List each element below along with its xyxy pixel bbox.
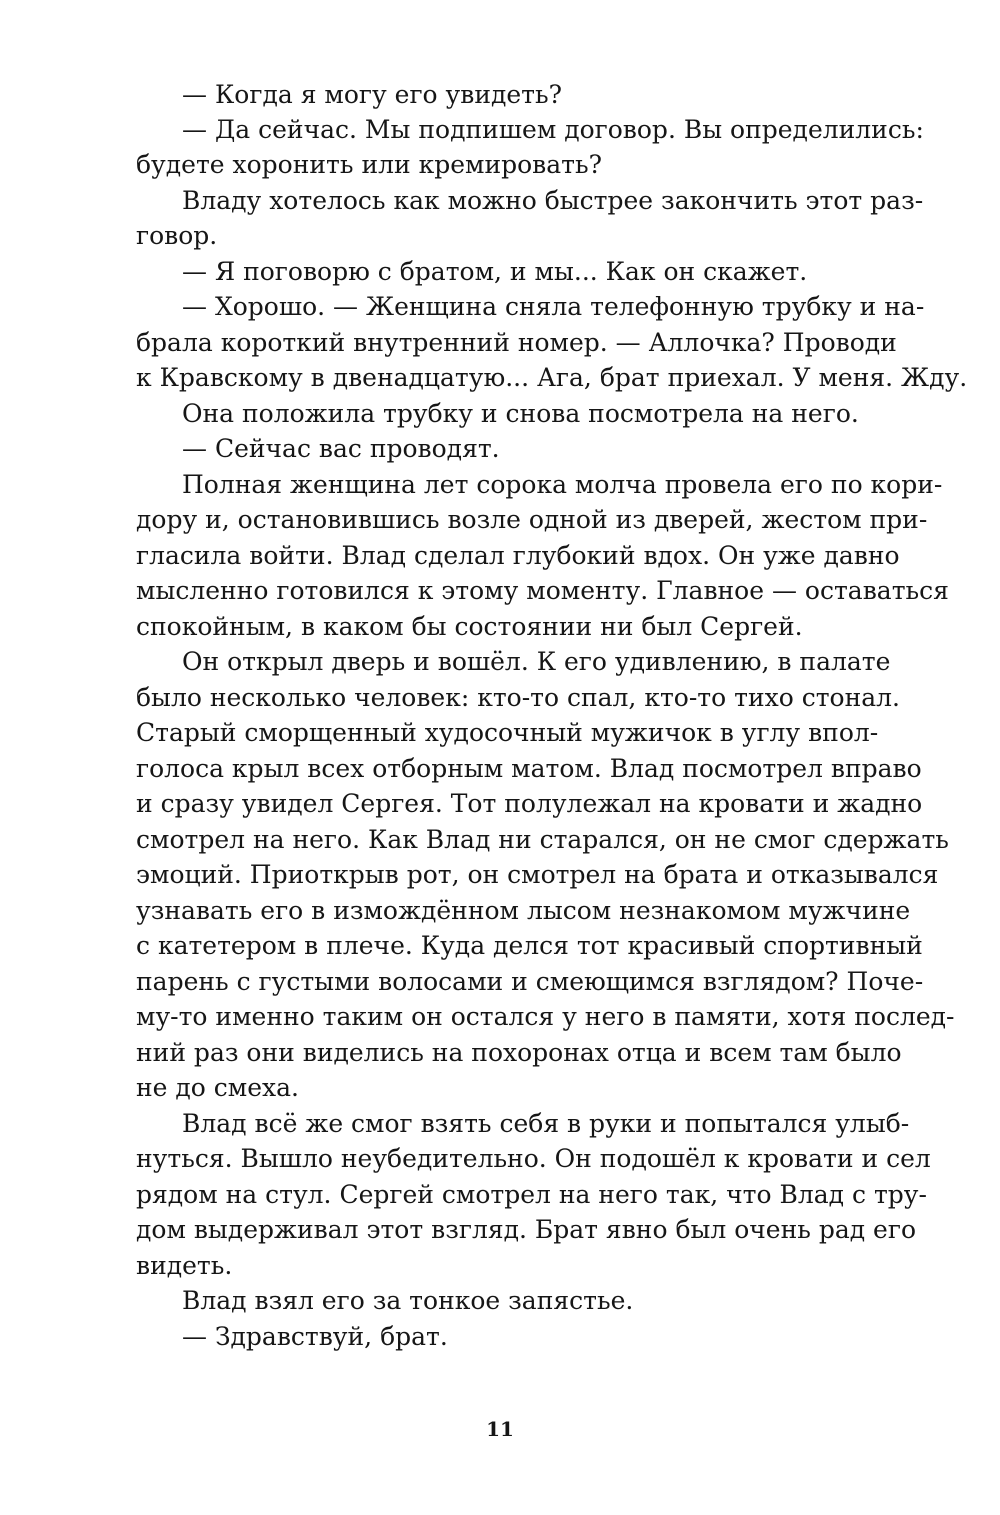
text-line: узнавать его в измождённом лысом незнакомом мужчине [136,896,911,925]
text-line: видеть. [136,1251,233,1280]
text-line: Владу хотелось как можно быстрее закончить этот раз- [182,186,924,215]
text-line: Влад взял его за тонкое запястье. [182,1286,634,1315]
text-line: дом выдерживал этот взгляд. Брат явно был очень рад его [136,1215,917,1244]
text-line: к Кравскому в двенадцатую... Ага, брат приехал. У меня. Жду. [136,363,968,392]
text-line: гласила войти. Влад сделал глубокий вдох. Он уже давно [136,541,900,570]
text-line: Он открыл дверь и вошёл. К его удивлению, в палате [182,647,891,676]
text-line: спокойным, в каком бы состоянии ни был Сергей. [136,612,803,641]
text-line: Она положила трубку и снова посмотрела на него. [182,399,859,428]
text-line: рядом на стул. Сергей смотрел на него так, что Влад с тру- [136,1180,927,1209]
text-line: — Хорошо. — Женщина сняла телефонную трубку и на- [182,292,925,321]
text-line: не до смеха. [136,1073,299,1102]
text-line: брала короткий внутренний номер. — Аллочка? Проводи [136,328,897,357]
text-line: ний раз они виделись на похоронах отца и всем там было [136,1038,902,1067]
text-line: — Сейчас вас проводят. [182,434,500,463]
text-line: говор. [136,221,218,250]
text-line: будете хоронить или кремировать? [136,150,603,179]
text-line: Старый сморщенный худосочный мужичок в углу впол- [136,718,879,747]
text-line: мысленно готовился к этому моменту. Главное — оставаться [136,576,949,605]
text-line: и сразу увидел Сергея. Тот полулежал на кровати и жадно [136,789,923,818]
text-line: — Я поговорю с братом, и мы... Как он скажет. [182,257,808,286]
text-line: — Здравствуй, брат. [182,1322,448,1351]
text-line: Влад всё же смог взять себя в руки и попытался улыб- [182,1109,910,1138]
text-line: му-то именно таким он остался у него в памяти, хотя послед- [136,1002,955,1031]
text-line: было несколько человек: кто-то спал, кто-то тихо стонал. [136,683,900,712]
text-line: дору и, остановившись возле одной из дверей, жестом при- [136,505,928,534]
text-line: — Да сейчас. Мы подпишем договор. Вы определились: [182,115,924,144]
text-line: Полная женщина лет сорока молча провела его по кори- [182,470,943,499]
text-line: нуться. Вышло неубедительно. Он подошёл к кровати и сел [136,1144,931,1173]
text-line: эмоций. Приоткрыв рот, он смотрел на брата и отказывался [136,860,939,889]
text-line: парень с густыми волосами и смеющимся взглядом? Поче- [136,967,924,996]
text-line: — Когда я могу его увидеть? [182,80,563,109]
page-number: 11 [486,1417,514,1441]
text-line: голоса крыл всех отборным матом. Влад посмотрел вправо [136,754,922,783]
text-line: с катетером в плече. Куда делся тот красивый спортивный [136,931,923,960]
text-line: смотрел на него. Как Влад ни старался, он не смог сдержать [136,825,949,854]
